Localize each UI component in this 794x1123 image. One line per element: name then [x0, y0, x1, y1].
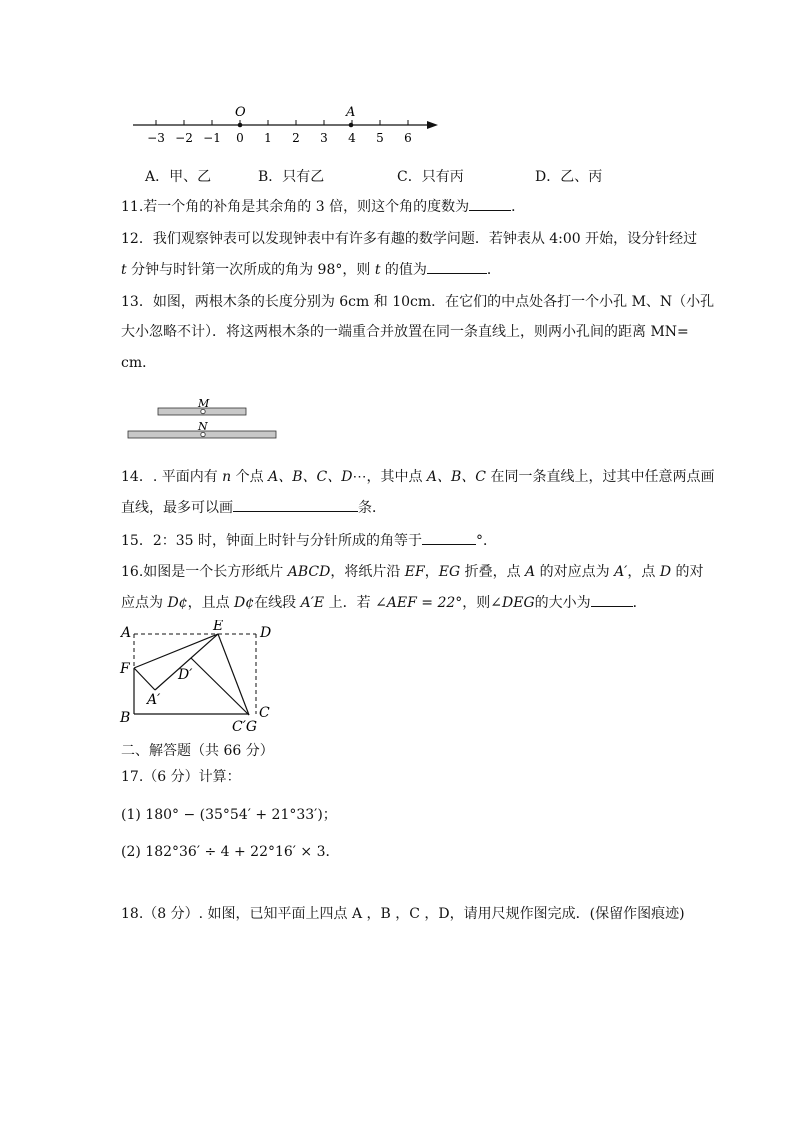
number-line-tick-label: −2	[175, 131, 193, 145]
folding-figure	[115, 620, 285, 740]
fig-label-b: B	[120, 710, 131, 726]
number-line-tick-label: 5	[376, 131, 384, 145]
q10-option-b: B．只有乙	[258, 169, 325, 185]
fig-label-c-prime-g: C′G	[232, 719, 258, 735]
q16-angle: ∠AEF = 22°	[375, 595, 463, 611]
fig-label-e: E	[213, 620, 224, 634]
q13-line3: cm．	[121, 355, 157, 371]
q16-ef: EF	[404, 564, 425, 580]
q16-end: ．	[632, 595, 647, 611]
q13-line1: 13．如图，两根木条的长度分别为 6cm 和 10cm．在它们的中点处各打一个小孔 M、N（小孔	[121, 294, 715, 310]
number-line-tick-label: −1	[203, 131, 221, 145]
fig-label-c: C	[259, 705, 270, 721]
q16-eg: EG	[438, 564, 461, 580]
q16-d2: D	[659, 564, 672, 580]
number-line-tick-label: 2	[292, 131, 300, 145]
q16-line1	[121, 562, 704, 582]
q16-a2: A	[525, 564, 536, 580]
q16-2f: 的大小为	[534, 595, 591, 611]
q16-2d3: 上．若	[324, 595, 376, 611]
number-line-tick-label: 4	[348, 131, 356, 145]
q16-1a: 16.如图是一个长方形纸片	[121, 564, 288, 580]
q16-abcd: ABCD	[287, 564, 331, 580]
q10-option-d: D．乙、丙	[535, 169, 603, 185]
q16-2d2: D¢	[234, 595, 255, 611]
number-line-tick-label: −3	[147, 131, 165, 145]
point-o-label: O	[235, 105, 246, 120]
q14-b: 个点	[231, 469, 269, 485]
q10-option-a: A．甲、乙	[145, 169, 212, 185]
q16-2b: ，且点	[187, 595, 235, 611]
q10-option-c: C．只有丙	[397, 169, 464, 185]
number-line-tick-label: 3	[320, 131, 328, 145]
q14-d: 在同一条直线上，过其中任意两点画	[486, 469, 715, 485]
fig-label-a-prime: A′	[147, 692, 161, 708]
q12-t: t	[121, 262, 127, 278]
q18: 18.（8 分）. 如图，已知平面上四点 A ，B ，C ，D，请用尺规作图完成．(保留作图痕迹)	[121, 906, 685, 922]
q12-t2: t	[374, 262, 381, 278]
number-line-tick-label: 1	[264, 131, 272, 145]
q13-line2: 大小忽略不计）．将这两根木条的一端重合并放置在同一条直线上，则两小孔间的距离 MN=	[121, 324, 689, 340]
point-a-label: A	[346, 105, 356, 120]
q14-blank	[233, 497, 358, 512]
sticks-figure	[125, 395, 285, 445]
q16-1f: ，点	[627, 564, 660, 580]
q16-1e: 的对应点为	[535, 564, 615, 580]
q16-1g: 的对	[671, 564, 704, 580]
label-n: N	[198, 420, 208, 433]
q17-part2: (2) 182°36′ ÷ 4 + 22°16′ × 3．	[121, 844, 340, 860]
q14-line2	[121, 497, 386, 518]
fig-label-a: A	[121, 625, 132, 641]
q16-2d: D¢	[167, 595, 188, 611]
q15-blank	[422, 530, 476, 545]
q16-ae: A′E	[300, 595, 325, 611]
q12-end: ．	[486, 262, 501, 278]
q14-pts: A、B、C、D	[268, 469, 353, 485]
q14-a: 14．. 平面内有	[121, 469, 223, 485]
q16-1d: 折叠，点	[460, 564, 526, 580]
q16-2e: ，则	[462, 595, 491, 611]
q16-2c: 在线段	[254, 595, 301, 611]
q14-pts2: A、B、C	[426, 469, 487, 485]
q14-line1	[121, 467, 714, 487]
label-m: M	[198, 397, 210, 410]
q16-1b: ，将纸片沿	[330, 564, 405, 580]
q12-line2	[121, 259, 501, 280]
q17-part1: (1) 180° − (35°54′ + 21°33′)；	[121, 807, 337, 823]
q11-text: 11.若一个角的补角是其余角的 3 倍，则这个角的度数为	[121, 199, 470, 215]
q14-line2-a: 直线，最多可以画	[121, 500, 233, 516]
q16-deg: ∠DEG	[490, 595, 535, 611]
fig-label-d-prime: D′	[178, 667, 193, 683]
q12-text-b: 分钟与时针第一次所成的角为 98°，则	[126, 262, 375, 278]
q14-line2-b: 条．	[358, 500, 386, 516]
q15-end: °．	[476, 533, 497, 549]
q16-2a: 应点为	[121, 595, 168, 611]
number-line-tick-label: 0	[236, 131, 244, 145]
q11-end: ．	[511, 199, 526, 215]
q15-text: 15．2：35 时，钟面上时针与分针所成的角等于	[121, 533, 422, 549]
number-line-tick-label: 6	[404, 131, 412, 145]
section-2-title: 二、解答题（共 66 分）	[121, 743, 274, 759]
q17-title: 17.（6 分）计算：	[121, 769, 241, 785]
q14-n: n	[222, 469, 232, 485]
number-line-figure	[125, 100, 445, 150]
fig-label-f: F	[120, 661, 130, 677]
q16-line2	[121, 592, 647, 613]
fig-label-d: D	[260, 625, 272, 641]
q16-a3: A′	[614, 564, 628, 580]
q15	[121, 530, 497, 551]
q12-blank	[427, 259, 487, 274]
q12-text-d: 的值为	[380, 262, 427, 278]
q16-1c: ，	[424, 564, 439, 580]
q14-c: ⋯，其中点	[352, 469, 427, 485]
q11	[121, 196, 525, 217]
q11-blank	[469, 196, 511, 211]
q16-blank	[591, 592, 633, 607]
q12-line1: 12．我们观察钟表可以发现钟表中有许多有趣的数学问题．若钟表从 4:00 开始，设分针经过	[121, 231, 698, 247]
